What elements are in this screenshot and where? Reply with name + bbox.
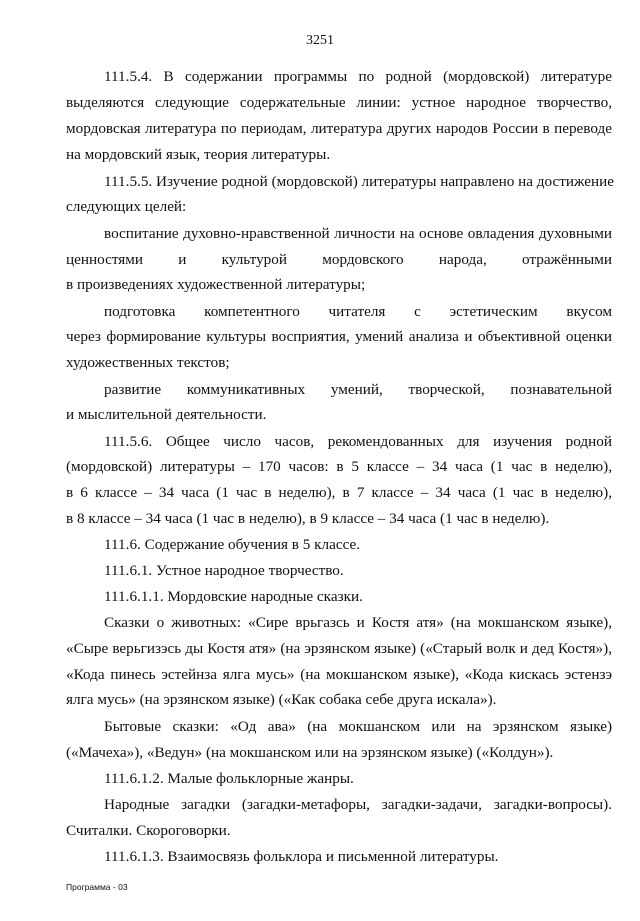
text-line: Бытовые сказки: «Од ава» (на мокшанском или на эрзянском языке): [104, 718, 612, 735]
text-line: ялга мусь» (на эрзянском языке) («Как собака себе друга искала»).: [66, 691, 497, 708]
text-line: в 6 классе – 34 часа (1 час в неделю), в 7 классе – 34 часа (1 час в неделю),: [66, 484, 612, 501]
text-line: выделяются следующие содержательные линии: устное народное творчество,: [66, 94, 612, 111]
text-line: развитие коммуникативных умений, творческой, познавательной: [104, 381, 612, 398]
text-line: и мыслительной деятельности.: [66, 406, 267, 423]
text-line: на мордовский язык, теория литературы.: [66, 146, 331, 163]
text-line: 111.6.1.2. Малые фольклорные жанры.: [104, 770, 354, 787]
text-line: Народные загадки (загадки-метафоры, загадки-задачи, загадки-вопросы).: [104, 796, 612, 813]
page-number: 3251: [306, 33, 334, 48]
text-line: художественных текстов;: [66, 354, 230, 371]
text-line: 111.5.4. В содержании программы по родной (мордовской) литературе: [104, 68, 612, 85]
text-line: 111.6.1. Устное народное творчество.: [104, 562, 344, 579]
page-footer: Программа - 03: [66, 882, 128, 892]
text-line: в произведениях художественной литературы;: [66, 276, 366, 293]
text-line: 111.5.5. Изучение родной (мордовской) литературы направлено на достижение: [104, 173, 615, 190]
text-line: 111.6. Содержание обучения в 5 классе.: [104, 536, 361, 553]
text-line: подготовка компетентного читателя с эстетическим вкусом: [104, 303, 612, 320]
text-line: ценностями и культурой мордовского народа, отражёнными: [66, 251, 612, 268]
text-line: следующих целей:: [66, 198, 187, 215]
text-line: воспитание духовно-нравственной личности на основе овладения духовными: [104, 225, 612, 242]
text-line: Сказки о животных: «Сире врьгазсь и Костя атя» (на мокшанском языке),: [104, 614, 612, 631]
text-line: через формирование культуры восприятия, умений анализа и объективной оценки: [66, 328, 612, 345]
text-line: 111.6.1.3. Взаимосвязь фольклора и письменной литературы.: [104, 848, 499, 865]
text-line: «Сыре верьгизэсь ды Костя атя» (на эрзянском языке) («Старый волк и дед Костя»),: [66, 640, 612, 657]
text-line: мордовская литература по периодам, литература других народов России в переводе: [66, 120, 612, 137]
text-line: 111.6.1.1. Мордовские народные сказки.: [104, 588, 363, 605]
text-line: 111.5.6. Общее число часов, рекомендованных для изучения родной: [104, 433, 612, 450]
text-line: («Мачеха»), «Ведун» (на мокшанском или на эрзянском языке) («Колдун»).: [66, 744, 554, 761]
text-line: в 8 классе – 34 часа (1 час в неделю), в 9 классе – 34 часа (1 час в неделю).: [66, 510, 550, 527]
text-line: «Кода пинесь эстейнза ялга мусь» (на мокшанском языке), «Кода кискась эстензэ: [66, 666, 612, 683]
text-line: (мордовской) литературы – 170 часов: в 5 классе – 34 часа (1 час в неделю),: [66, 458, 612, 475]
text-line: Считалки. Скороговорки.: [66, 822, 231, 839]
